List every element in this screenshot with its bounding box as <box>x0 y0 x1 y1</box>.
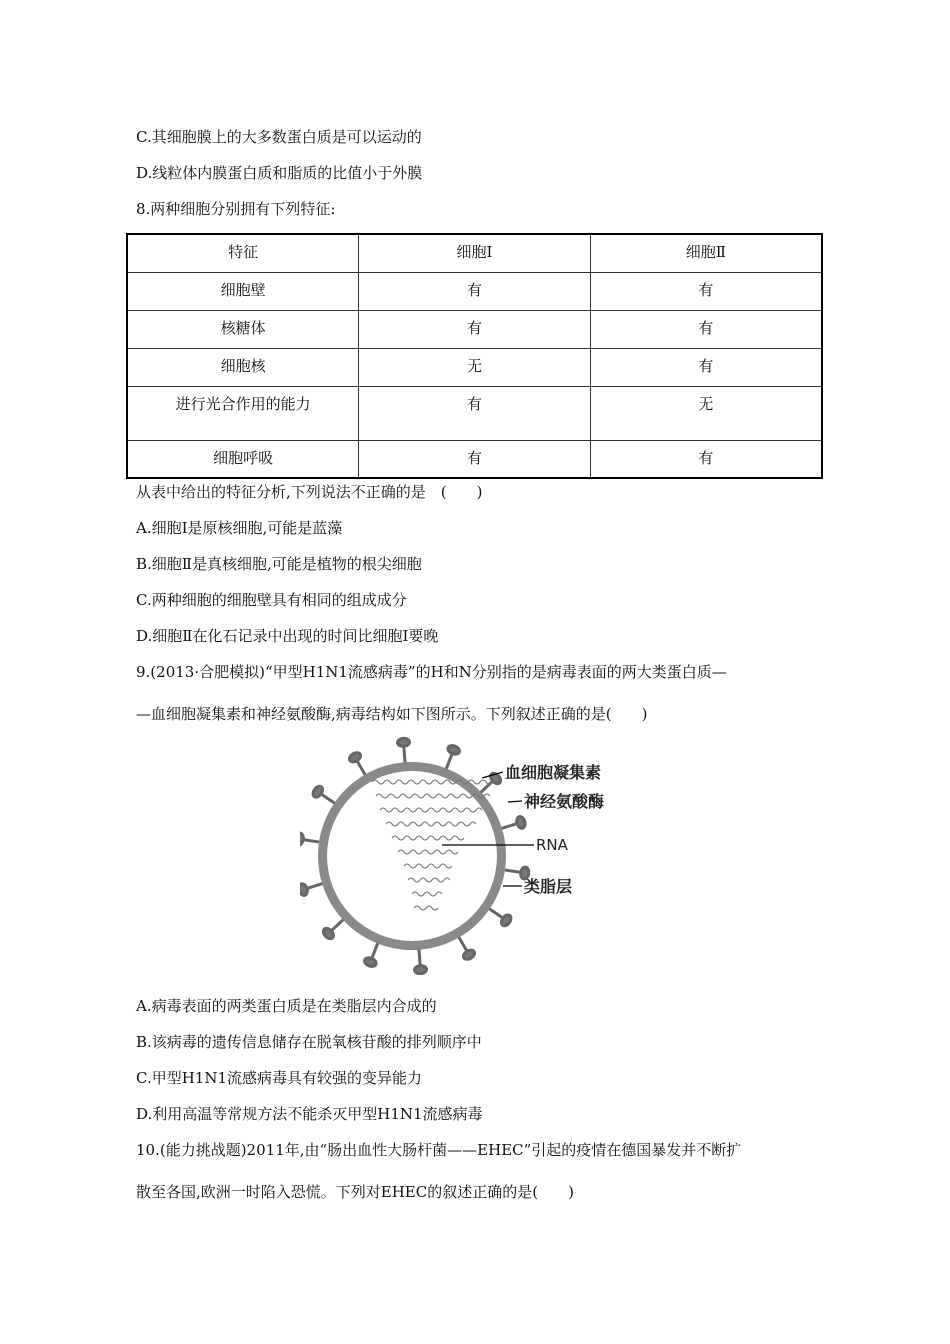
q9-option-d: D.利用高温等常规方法不能杀灭甲型H1N1流感病毒 <box>136 1105 483 1123</box>
surface-protein-head <box>363 956 377 968</box>
label-neuraminidase: 神经氨酸酶 <box>524 792 605 811</box>
table-row <box>127 440 822 478</box>
surface-protein-head <box>462 948 476 961</box>
table-header: 细胞Ⅰ <box>359 234 591 272</box>
surface-protein-head <box>311 784 324 798</box>
table-cell: 进行光合作用的能力 <box>127 386 359 440</box>
surface-protein-stalk <box>357 761 366 777</box>
label-rna: RNA <box>536 836 568 854</box>
q9-stem-line-2: —血细胞凝集素和神经氨酸酶,病毒结构如下图所示。下列叙述正确的是( ) <box>136 705 648 723</box>
table-cell: 无 <box>359 348 591 386</box>
table-header: 特征 <box>127 234 359 272</box>
table-cell: 无 <box>590 386 822 440</box>
surface-protein-stalk <box>488 908 503 918</box>
virus-structure-diagram <box>300 730 640 975</box>
q8-option-c: C.两种细胞的细胞壁具有相同的组成成分 <box>136 591 407 609</box>
surface-protein-stalk <box>307 883 324 888</box>
q8-option-a: A.细胞Ⅰ是原核细胞,可能是蓝藻 <box>136 519 343 537</box>
q9-option-b: B.该病毒的遗传信息储存在脱氧核苷酸的排列顺序中 <box>136 1033 482 1051</box>
q8-option-d: D.细胞Ⅱ在化石记录中出现的时间比细胞Ⅰ要晚 <box>136 627 439 645</box>
table-row <box>127 272 822 310</box>
q10-stem-line-2: 散至各国,欧洲一时陷入恐慌。下列对EHEC的叙述正确的是( ) <box>136 1183 574 1201</box>
q9-option-c: C.甲型H1N1流感病毒具有较强的变异能力 <box>136 1069 423 1087</box>
surface-protein-stalk <box>321 794 336 804</box>
surface-protein-stalk <box>458 936 467 952</box>
surface-protein-stalk <box>503 870 521 873</box>
surface-protein-head <box>500 913 513 927</box>
table-cell: 有 <box>590 440 822 478</box>
table-cell: 细胞核 <box>127 348 359 386</box>
surface-protein-head <box>300 883 309 897</box>
label-line-neuraminidase <box>508 801 522 802</box>
surface-protein-stalk <box>500 824 517 829</box>
table-cell: 有 <box>359 310 591 348</box>
q7-option-d: D.线粒体内膜蛋白质和脂质的比值小于外膜 <box>136 164 423 182</box>
table-header: 细胞Ⅱ <box>590 234 822 272</box>
table-cell: 有 <box>590 310 822 348</box>
q9-option-a: A.病毒表面的两类蛋白质是在类脂层内合成的 <box>136 997 437 1015</box>
label-lipid-layer: 类脂层 <box>524 877 573 896</box>
surface-protein-head <box>414 965 427 974</box>
surface-protein-head <box>348 751 362 764</box>
q7-option-c: C.其细胞膜上的大多数蛋白质是可以运动的 <box>136 128 422 146</box>
cell-feature-table <box>126 233 823 479</box>
surface-protein-head <box>300 832 304 845</box>
surface-protein-stalk <box>446 754 453 771</box>
q8-stem: 8.两种细胞分别拥有下列特征: <box>136 200 336 218</box>
surface-protein-stalk <box>404 746 405 764</box>
table-row <box>127 386 822 440</box>
q9-stem-line-1: 9.(2013·合肥模拟)“甲型H1N1流感病毒”的H和N分别指的是病毒表面的两大类蛋白质— <box>136 663 727 681</box>
table-cell: 有 <box>359 386 591 440</box>
table-header-row <box>127 234 822 272</box>
surface-protein-stalk <box>331 919 344 931</box>
table-cell: 有 <box>359 440 591 478</box>
surface-protein-head <box>515 815 526 829</box>
surface-protein-head <box>447 744 461 756</box>
surface-protein-head <box>397 738 410 747</box>
q10-stem-line-1: 10.(能力挑战题)2011年,由“肠出血性大肠杆菌——EHEC”引起的疫情在德国暴发并不断扩 <box>136 1141 742 1159</box>
q8-option-b: B.细胞Ⅱ是真核细胞,可能是植物的根尖细胞 <box>136 555 422 573</box>
table-cell: 细胞呼吸 <box>127 440 359 478</box>
table-cell: 有 <box>590 272 822 310</box>
surface-protein-stalk <box>419 948 420 966</box>
table-cell: 核糖体 <box>127 310 359 348</box>
table-cell: 有 <box>590 348 822 386</box>
surface-protein-stalk <box>372 942 379 959</box>
table-cell: 细胞壁 <box>127 272 359 310</box>
table-row <box>127 310 822 348</box>
table-row <box>127 348 822 386</box>
surface-protein-stalk <box>303 840 321 843</box>
label-hemagglutinin: 血细胞凝集素 <box>505 763 602 782</box>
q8-question: 从表中给出的特征分析,下列说法不正确的是 ( ) <box>136 483 483 501</box>
table-cell: 有 <box>359 272 591 310</box>
